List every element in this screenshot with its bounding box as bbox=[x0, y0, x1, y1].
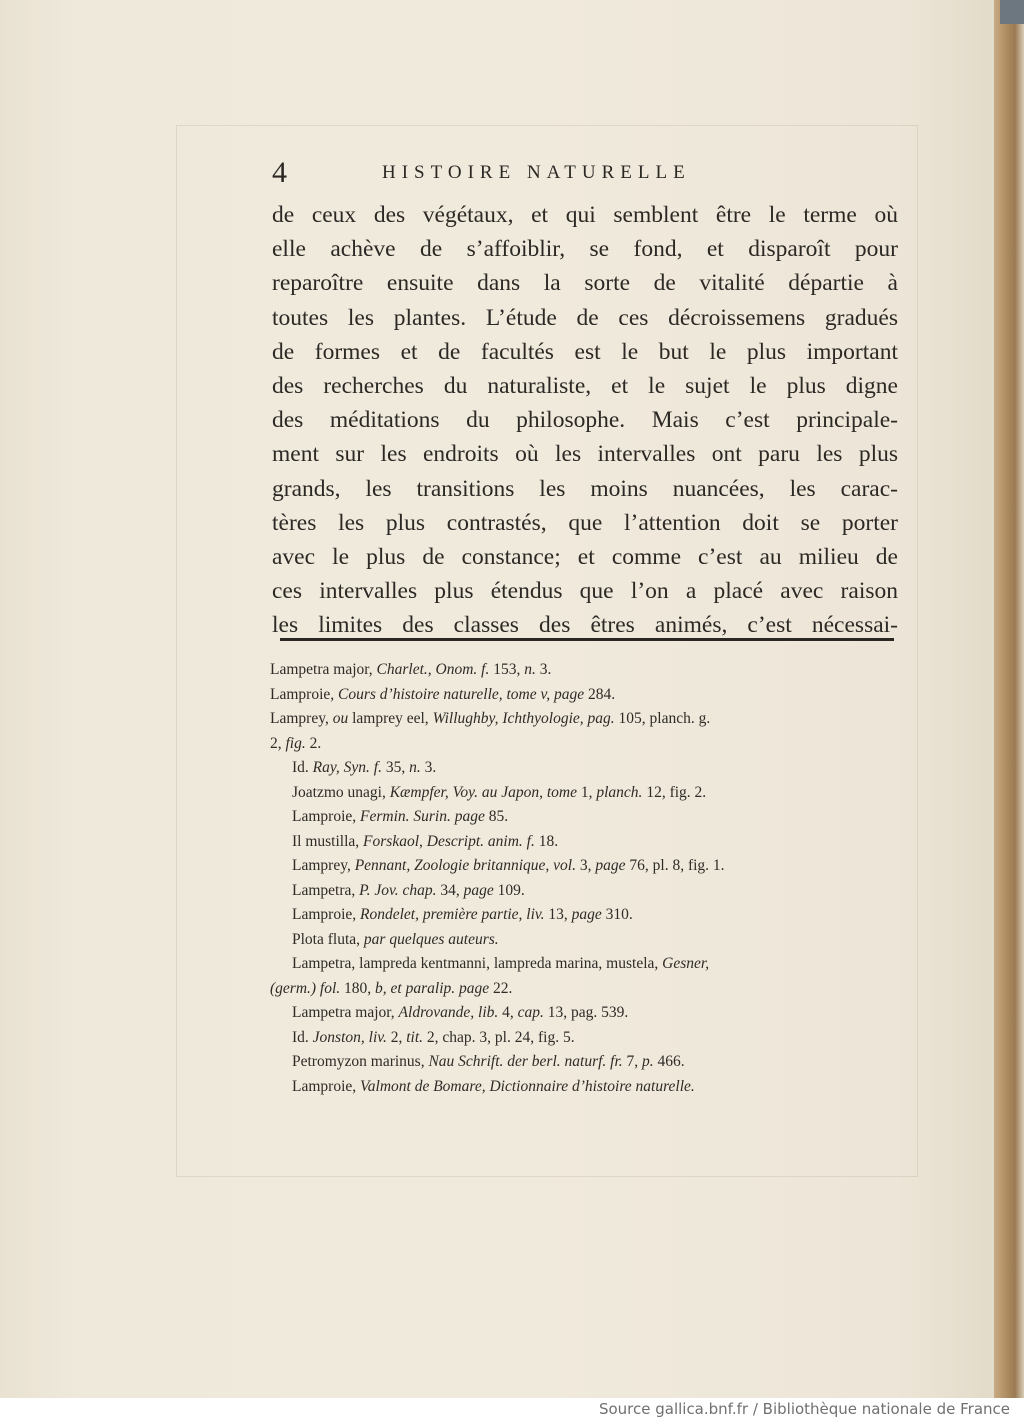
body-line: ces intervalles plus étendus que l’on a placé avec raison bbox=[272, 578, 898, 605]
footnote-italic: Cours d’histoire naturelle, tome v, page bbox=[338, 685, 585, 703]
body-line: toutes les plantes. L’étude de ces décroissemens gradués bbox=[272, 304, 898, 331]
footnote-roman: Lamprey, bbox=[270, 710, 333, 727]
footnote-italic: Aldrovande, lib. bbox=[398, 1004, 499, 1021]
footnote-italic2: page bbox=[595, 857, 626, 874]
footnote-roman: Lampetra major, bbox=[292, 1004, 399, 1021]
footnote-italic: ou bbox=[332, 710, 349, 727]
footnote-rest: 85. bbox=[484, 808, 509, 825]
footnote-entry bbox=[270, 928, 900, 953]
footnote-entry bbox=[270, 952, 900, 977]
footnote-rest2: 13, pag. 539. bbox=[543, 1004, 629, 1021]
footnote-entry bbox=[270, 1050, 900, 1075]
body-line: elle achève de s’affoiblir, se fond, et disparoît pour bbox=[272, 236, 898, 263]
footnote-rest: lamprey eel, bbox=[348, 710, 433, 727]
footnote-rest2: 2, chap. 3, pl. 24, fig. 5. bbox=[423, 1028, 575, 1046]
footnote-roman: Petromyzon marinus, bbox=[292, 1053, 429, 1070]
footnote-italic: fig. bbox=[285, 734, 306, 752]
footnote-italic2: n. bbox=[524, 661, 536, 678]
scan-edge bbox=[1000, 0, 1024, 24]
running-title: HISTOIRE NATURELLE bbox=[382, 162, 691, 183]
footnote-rest2: 76, pl. 8, fig. 1. bbox=[625, 857, 725, 874]
footnote-italic: Gesner, bbox=[662, 955, 710, 972]
footnote-rest: 35, bbox=[381, 759, 410, 776]
footnote-roman: Lamproie, bbox=[270, 685, 339, 703]
footnote-rest2: 105, planch. g. bbox=[614, 710, 711, 727]
page-header bbox=[272, 152, 896, 192]
footnote-rest2: 3. bbox=[535, 661, 552, 678]
footnote-italic: Kæmpfer, Voy. au Japon, tome bbox=[389, 783, 577, 801]
footnote-rest2: 3. bbox=[420, 759, 437, 776]
body-line: des recherches du naturaliste, et le sujet le plus digne bbox=[272, 372, 898, 399]
footnote-italic: Ray, Syn. f. bbox=[312, 759, 382, 776]
footnote-roman: Lampetra, bbox=[292, 881, 360, 899]
footnote-roman: Id. bbox=[292, 759, 313, 776]
footnotes bbox=[270, 658, 900, 1099]
footnote-italic2: page bbox=[463, 881, 494, 899]
footnote-italic2: b, et paralip. page bbox=[375, 979, 490, 997]
footnote-italic: Fermin. Surin. page bbox=[360, 808, 485, 825]
footnote-roman: Joatzmo unagi, bbox=[292, 783, 390, 801]
footnote-rest: 13, bbox=[544, 906, 572, 923]
footnote-rest: 18. bbox=[534, 832, 559, 850]
footnote-rest2: 310. bbox=[601, 906, 633, 923]
footnote-roman: Il mustilla, bbox=[292, 832, 364, 850]
page-number: 4 bbox=[272, 156, 287, 189]
footnote-roman: Lamproie, bbox=[292, 906, 361, 923]
footnote-rest: 7, bbox=[622, 1053, 643, 1070]
footnote-entry bbox=[270, 658, 900, 683]
footnote-entry bbox=[270, 903, 900, 928]
footnote-rest2: 12, fig. 2. bbox=[642, 783, 707, 801]
footnote-entry bbox=[270, 879, 900, 904]
footnote-entry bbox=[270, 1075, 900, 1100]
footnote-entry bbox=[270, 683, 900, 708]
footnote-roman: Id. bbox=[292, 1028, 313, 1046]
body-line: tères les plus contrastés, que l’attention doit se porter bbox=[272, 509, 898, 536]
footnote-rest2: 466. bbox=[653, 1053, 685, 1070]
body-line: des méditations du philosophe. Mais c’est principale- bbox=[272, 407, 898, 434]
footnote-italic2: Willughby, Ichthyologie, pag. bbox=[432, 710, 615, 727]
footnote-italic: Nau Schrift. der berl. naturf. fr. bbox=[428, 1053, 623, 1070]
footnote-rest2: 22. bbox=[489, 979, 513, 997]
footnote-rest: 180, bbox=[340, 979, 376, 997]
footnote-italic2: p. bbox=[642, 1053, 654, 1070]
footnote-italic2: n. bbox=[409, 759, 421, 776]
footnote-entry bbox=[270, 1001, 900, 1026]
footnote-roman: Lamproie, bbox=[292, 1077, 361, 1095]
book-spine bbox=[994, 0, 1024, 1398]
footnote-italic: (germ.) fol. bbox=[270, 979, 341, 997]
body-line: ment sur les endroits où les intervalles ont paru les plus bbox=[272, 441, 898, 468]
body-line: de formes et de facultés est le but le plus important bbox=[272, 338, 898, 365]
footnote-italic2: planch. bbox=[596, 783, 643, 801]
footnote-rest: 2. bbox=[305, 734, 322, 752]
body-line: de ceux des végétaux, et qui semblent être le terme où bbox=[272, 202, 898, 228]
footnote-rest2: 109. bbox=[493, 881, 525, 899]
footnote-roman: Lampetra major, bbox=[270, 661, 377, 678]
footnote-roman: Plota fluta, bbox=[292, 930, 364, 948]
footnote-rest: 4, bbox=[498, 1004, 518, 1021]
footnote-rest: 1, bbox=[577, 783, 597, 801]
footnote-entry bbox=[270, 854, 900, 879]
footnote-entry bbox=[270, 732, 900, 757]
body-line: grands, les transitions les moins nuancées, les carac- bbox=[272, 475, 898, 502]
body-line: reparoître ensuite dans la sorte de vitalité départie à bbox=[272, 270, 898, 297]
footnote-italic: Forskaol, Descript. anim. f. bbox=[363, 832, 535, 850]
footnote-italic: Rondelet, première partie, liv. bbox=[360, 906, 545, 923]
footnote-italic: P. Jov. chap. bbox=[359, 881, 437, 899]
body-line: les limites des classes des êtres animés, c’est nécessai- bbox=[272, 612, 898, 639]
footnote-entry bbox=[270, 805, 900, 830]
footnote-entry bbox=[270, 781, 900, 806]
footnote-rule bbox=[280, 638, 894, 641]
footnote-roman: Lamproie, bbox=[292, 808, 361, 825]
footnote-italic: par quelques auteurs. bbox=[363, 930, 499, 948]
source-credit: Source gallica.bnf.fr / Bibliothèque nationale de France bbox=[598, 1400, 1010, 1418]
body-text bbox=[272, 198, 898, 642]
footnote-rest: 3, bbox=[576, 857, 596, 874]
footnote-italic2: tit. bbox=[406, 1028, 424, 1046]
footnote-italic2: cap. bbox=[517, 1004, 544, 1021]
footnote-entry bbox=[270, 707, 900, 732]
footnote-italic: Pennant, Zoologie britannique, vol. bbox=[354, 857, 576, 874]
footnote-entry bbox=[270, 977, 900, 1002]
body-line: avec le plus de constance; et comme c’est au milieu de bbox=[272, 543, 898, 570]
footnote-roman: Lampetra, lampreda kentmanni, lampreda marina, mustela, bbox=[292, 955, 663, 972]
footnote-italic: Jonston, liv. bbox=[312, 1028, 387, 1046]
footnote-rest: 2, bbox=[386, 1028, 407, 1046]
footnote-rest: 34, bbox=[436, 881, 464, 899]
footnote-rest: 153, bbox=[489, 661, 525, 678]
footnote-roman: Lamprey, bbox=[292, 857, 355, 874]
footnote-italic: Charlet., Onom. f. bbox=[376, 661, 490, 678]
footnote-italic2: page bbox=[571, 906, 602, 923]
footnote-rest: 284. bbox=[584, 685, 616, 703]
footnote-italic: Valmont de Bomare, Dictionnaire d’histoire naturelle. bbox=[360, 1077, 695, 1095]
footnote-entry bbox=[270, 830, 900, 855]
footnote-entry bbox=[270, 756, 900, 781]
footnote-entry bbox=[270, 1026, 900, 1051]
footnote-roman: 2, bbox=[270, 734, 286, 752]
